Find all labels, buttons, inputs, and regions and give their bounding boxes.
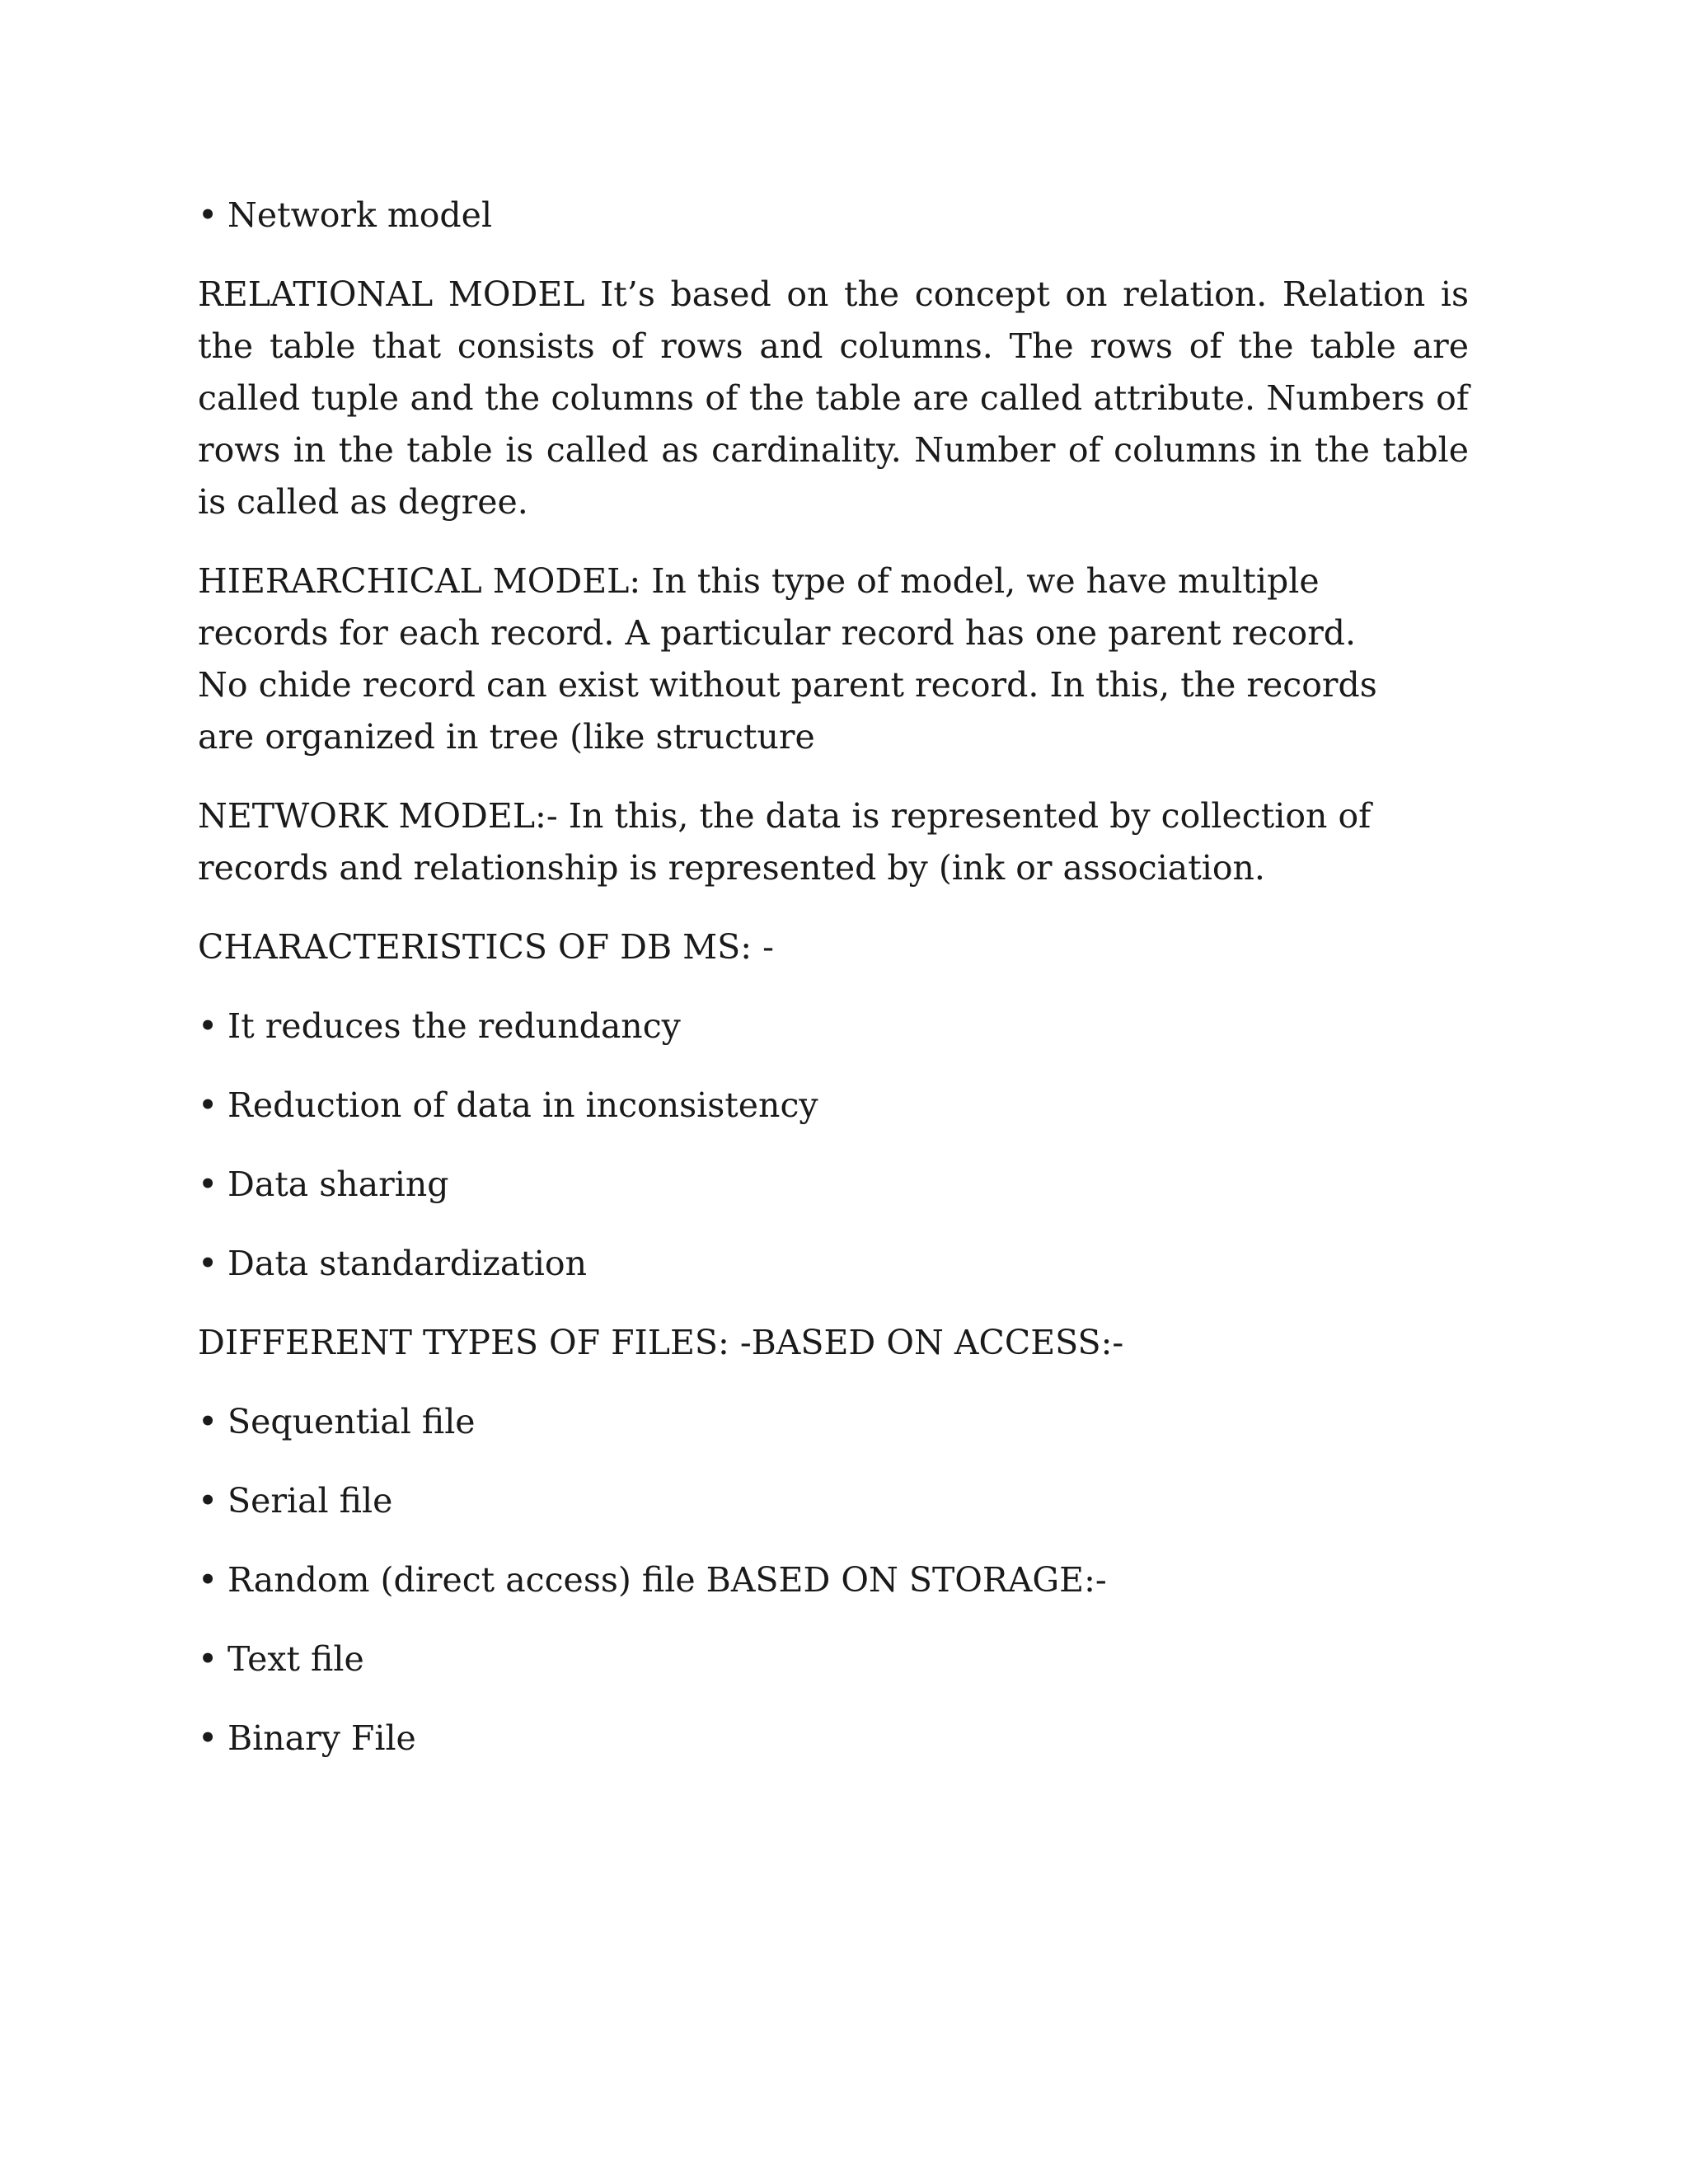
list-item-text: Data standardization (227, 1244, 588, 1283)
list-item-text: Network model (227, 195, 493, 235)
bullet-icon: • (198, 1402, 218, 1441)
bullet-icon: • (198, 1165, 218, 1204)
list-item-text: Reduction of data in inconsistency (227, 1085, 818, 1125)
list-item (198, 1396, 1469, 1448)
list-item-text: Binary File (227, 1718, 416, 1758)
bullet-icon: • (198, 1718, 218, 1758)
paragraph-line: No chide record can exist without parent record. In this, the records (198, 665, 1377, 705)
bullet-icon: • (198, 195, 218, 235)
file-types-heading: DIFFERENT TYPES OF FILES: -BASED ON ACCESS:- (198, 1323, 1124, 1362)
list-item (198, 1713, 1469, 1765)
list-item-text: Data sharing (227, 1165, 449, 1204)
paragraph-line: records and relationship is represented by (ink or association. (198, 848, 1265, 888)
list-item (198, 1475, 1469, 1527)
list-item-text: Text file (227, 1639, 364, 1679)
paragraph-line: are organized in tree (like structure (198, 717, 815, 757)
bullet-icon: • (198, 1560, 218, 1600)
list-item (198, 1001, 1469, 1052)
list-item (198, 1080, 1469, 1132)
bullet-icon: • (198, 1085, 218, 1125)
paragraph-line: records for each record. A particular record has one parent record. (198, 613, 1357, 653)
list-item (198, 1633, 1469, 1685)
bullet-icon: • (198, 1639, 218, 1679)
network-model-paragraph (198, 790, 1469, 894)
document-body (198, 190, 1469, 1792)
list-item-text: Serial file (227, 1481, 393, 1521)
hierarchical-model-paragraph (198, 555, 1469, 763)
bullet-icon: • (198, 1481, 218, 1521)
list-item-text: Sequential file (227, 1402, 476, 1441)
list-item (198, 1238, 1469, 1290)
list-item-text: It reduces the redundancy (227, 1006, 681, 1046)
paragraph-line: NETWORK MODEL:- In this, the data is represented by collection of (198, 796, 1372, 836)
relational-model-paragraph: RELATIONAL MODEL It’s based on the concept on relation. Relation is the table that consists of rows and columns. The rows of the table are called tuple and the columns of the table are called attribute. Numbers of rows in the table is called as cardinality. Number of columns in the table is called as degree. (198, 274, 1469, 522)
characteristics-heading: CHARACTERISTICS OF DB MS: - (198, 927, 774, 967)
bullet-icon: • (198, 1244, 218, 1283)
bullet-icon: • (198, 1006, 218, 1046)
list-item-text: Random (direct access) file BASED ON STORAGE:- (227, 1560, 1107, 1600)
list-item (198, 1159, 1469, 1211)
paragraph-line: HIERARCHICAL MODEL: In this type of model, we have multiple (198, 561, 1320, 601)
list-item (198, 1554, 1469, 1606)
list-item-network-model (198, 190, 1469, 241)
